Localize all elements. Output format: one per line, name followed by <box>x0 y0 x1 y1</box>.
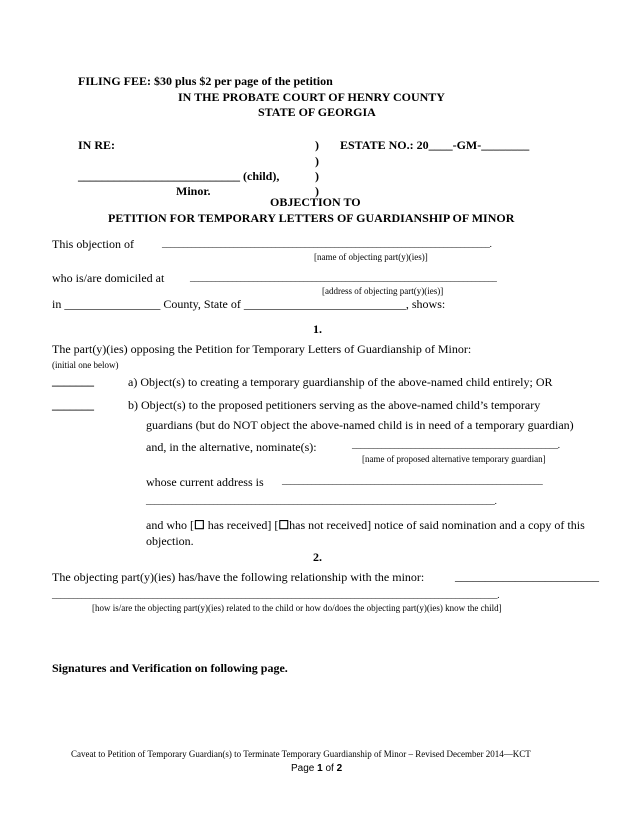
domiciled-label: who is/are domiciled at <box>52 271 165 285</box>
option-b-text-continued: guardians (but do NOT object the above-named child is in need of a temporary guardian) <box>146 418 574 432</box>
initial-blank-b: _______ <box>52 398 94 412</box>
filing-fee-note: FILING FEE: $30 plus $2 per page of the petition <box>78 74 333 88</box>
nominee-address-blank-2: ___________________________________________________________________________________. <box>146 496 497 506</box>
nominee-name-caption: [name of proposed alternative temporary guardian] <box>362 454 546 464</box>
relationship-caption: [how is/are the objecting part(y)(ies) related to the child or how do/does the objecting part(y)(ies) know the child] <box>92 603 502 613</box>
option-a-text: a) Object(s) to creating a temporary guardianship of the above-named child entirely; OR <box>128 375 553 389</box>
signatures-note: Signatures and Verification on following page. <box>52 661 288 675</box>
relationship-statement: The objecting part(y)(ies) has/have the following relationship with the minor: <box>52 570 425 584</box>
nominate-label: and, in the alternative, nominate(s): <box>146 440 317 454</box>
domicile-address-blank: _________________________________________________________________________ <box>190 273 497 283</box>
relationship-blank: ________________________ <box>455 569 599 583</box>
caption-paren: ) <box>315 169 319 183</box>
estate-number: ESTATE NO.: 20____-GM-________ <box>340 138 530 152</box>
footer-caveat: Caveat to Petition of Temporary Guardian(s) to Terminate Temporary Guardianship of Minor – Revised December 2014—KCT <box>71 749 531 759</box>
domicile-address-caption: [address of objecting part(y)(ies)] <box>322 286 444 296</box>
checkbox-icon[interactable]: ☐ <box>194 518 205 532</box>
opposing-statement: The part(y)(ies) opposing the Petition for Temporary Letters of Guardianship of Minor: <box>52 342 472 356</box>
caption-paren: ) <box>315 184 319 198</box>
child-name-line: ___________________________ (child), <box>78 169 280 183</box>
in-re-label: IN RE: <box>78 138 116 152</box>
section-1-number: 1. <box>313 322 322 336</box>
objector-name-blank: ______________________________________________________________________________. <box>162 239 492 249</box>
page-number: Page 1 of 2 <box>291 763 343 774</box>
notice-prefix: and who [ <box>146 518 194 532</box>
notice-received-text: has received] [ <box>204 518 279 532</box>
initial-blank-a: _______ <box>52 374 94 388</box>
relationship-description-blank: __________________________________________________________________________________________________________. <box>52 590 500 600</box>
option-b-text: b) Object(s) to the proposed petitioners serving as the above-named child’s temporary <box>128 398 541 412</box>
state-name: STATE OF GEORGIA <box>258 105 376 119</box>
nominee-name-blank: _________________________________________________. <box>352 440 560 450</box>
minor-label: Minor. <box>176 184 211 198</box>
checkbox-icon[interactable]: ☐ <box>278 518 290 532</box>
court-name: IN THE PROBATE COURT OF HENRY COUNTY <box>178 90 445 104</box>
current-address-label: whose current address is <box>146 475 264 489</box>
county-state-line: in ________________ County, State of ___________________________, shows: <box>52 297 446 311</box>
nominee-address-blank-1: ______________________________________________________________ <box>282 476 543 486</box>
objection-of-label: This objection of <box>52 237 134 251</box>
notice-not-received-text: has not received] notice of said nomination and a copy of this <box>289 518 585 532</box>
caption-paren: ) <box>315 154 319 168</box>
section-2-number: 2. <box>313 550 322 564</box>
document-title-line2: PETITION FOR TEMPORARY LETTERS OF GUARDIANSHIP OF MINOR <box>108 211 515 225</box>
initial-one-instruction: (initial one below) <box>52 360 119 370</box>
document-title-line1: OBJECTION TO <box>270 195 361 209</box>
notice-statement-continued: objection. <box>146 534 194 548</box>
notice-statement <box>146 519 585 531</box>
objector-name-caption: [name of objecting part(y)(ies)] <box>314 252 428 262</box>
caption-paren: ) <box>315 138 319 152</box>
